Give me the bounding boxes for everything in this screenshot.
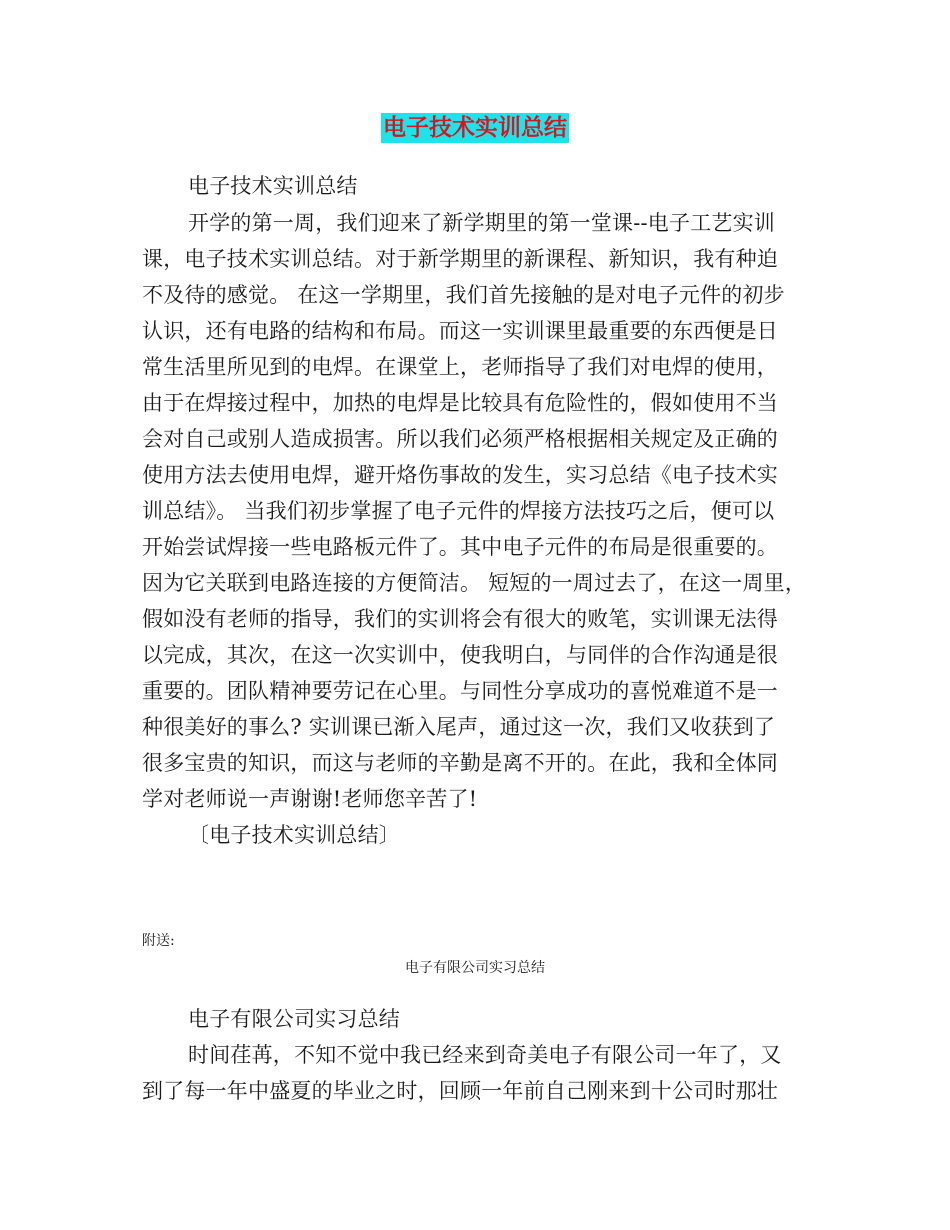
body-line: 由于在焊接过程中，加热的电焊是比较具有危险性的，假如使用不当: [142, 391, 778, 415]
attachment-label: 附送:: [142, 933, 175, 949]
body-line: 不及待的感觉。 在这一学期里，我们首先接触的是对电子元件的初步: [142, 283, 785, 307]
body-line: 很多宝贵的知识，而这与老师的辛勤是离不开的。在此，我和全体同: [142, 751, 778, 775]
attachment-title: 电子有限公司实习总结: [405, 960, 545, 976]
body-line: 学对老师说一声谢谢!老师您辛苦了!: [142, 787, 478, 811]
body-line: 开学的第一周，我们迎来了新学期里的第一堂课--电子工艺实训: [188, 211, 775, 235]
body-line: 常生活里所见到的电焊。在课堂上，老师指导了我们对电焊的使用，: [142, 355, 778, 379]
document-title: 电子技术实训总结: [383, 115, 567, 141]
section2-subtitle: 电子有限公司实习总结: [188, 1007, 400, 1031]
closing-reference: 〔电子技术实训总结〕: [188, 823, 400, 847]
body-line: 训总结》。 当我们初步掌握了电子元件的焊接方法技巧之后，便可以: [142, 499, 775, 523]
body-line: 重要的。团队精神要劳记在心里。与同性分享成功的喜悦难道不是一: [142, 679, 778, 703]
body-line: 课，电子技术实训总结。对于新学期里的新课程、新知识，我有种迫: [142, 247, 778, 271]
body-line: 开始尝试焊接一些电路板元件了。其中电子元件的布局是很重要的。: [142, 535, 778, 559]
section2-line: 时间荏苒，不知不觉中我已经来到奇美电子有限公司一年了，又: [188, 1043, 782, 1067]
section2-line: 到了每一年中盛夏的毕业之时，回顾一年前自己刚来到十公司时那壮: [142, 1079, 778, 1103]
document-subtitle: 电子技术实训总结: [188, 174, 358, 198]
body-line: 因为它关联到电路连接的方便简洁。 短短的一周过去了，在这一周里，: [142, 571, 807, 595]
title-container: [0, 113, 950, 143]
body-line: 种很美好的事么? 实训课已渐入尾声，通过这一次，我们又收获到了: [142, 715, 776, 739]
body-line: 假如没有老师的指导，我们的实训将会有很大的败笔，实训课无法得: [142, 607, 778, 631]
body-line: 使用方法去使用电焊，避开烙伤事故的发生，实习总结《电子技术实: [142, 463, 778, 487]
body-line: 会对自己或别人造成损害。所以我们必须严格根据相关规定及正确的: [142, 427, 778, 451]
body-line: 以完成，其次，在这一次实训中，使我明白，与同伴的合作沟通是很: [142, 643, 778, 667]
body-line: 认识，还有电路的结构和布局。而这一实训课里最重要的东西便是日: [142, 319, 778, 343]
